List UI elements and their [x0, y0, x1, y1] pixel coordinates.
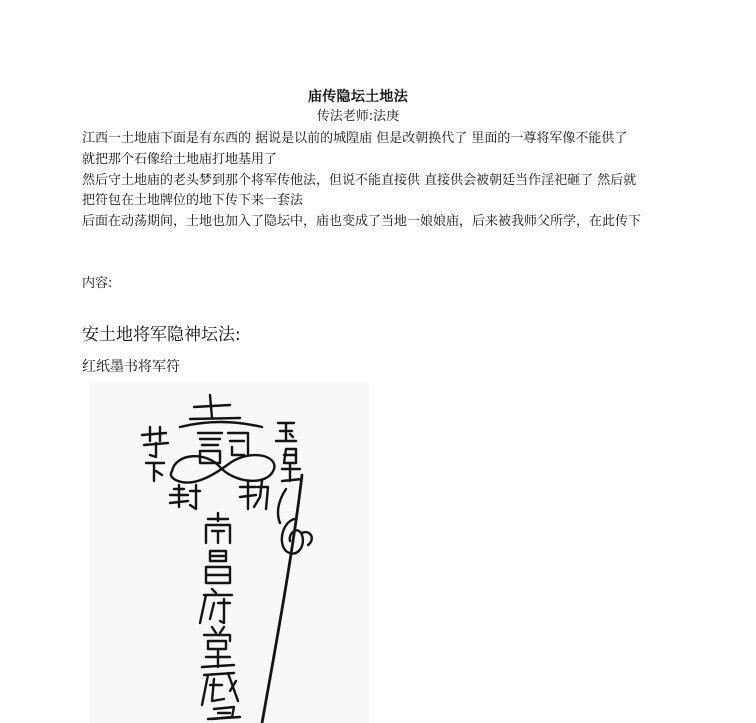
body-paragraph: 然后守土地庙的老头梦到那个将军传他法，但说不能直接供 直接供会被朝廷当作淫祀砸了 然后就把符包在土地牌位的地下传下来一套法	[82, 172, 637, 209]
document-author-line: 传法老师:法庚	[316, 109, 400, 124]
talisman-drawing	[90, 383, 369, 723]
talisman-image	[90, 383, 369, 723]
body-paragraph: 后面在动荡期间，土地也加入了隐坛中，庙也变成了当地一娘娘庙，后来被我师父所学，在此传下	[82, 214, 642, 230]
document-title: 庙传隐坛土地法	[307, 89, 409, 105]
section-subheading: 红纸墨书将军符	[82, 359, 180, 375]
body-paragraph: 江西一土地庙下面是有东西的 据说是以前的城隍庙 但是改朝换代了 里面的一尊将军像不能供了 就把那个石像给土地庙打地基用了	[82, 131, 628, 167]
contents-label: 内容:	[82, 276, 113, 291]
section-heading: 安土地将军隐神坛法:	[82, 325, 241, 345]
document-body	[82, 129, 642, 233]
